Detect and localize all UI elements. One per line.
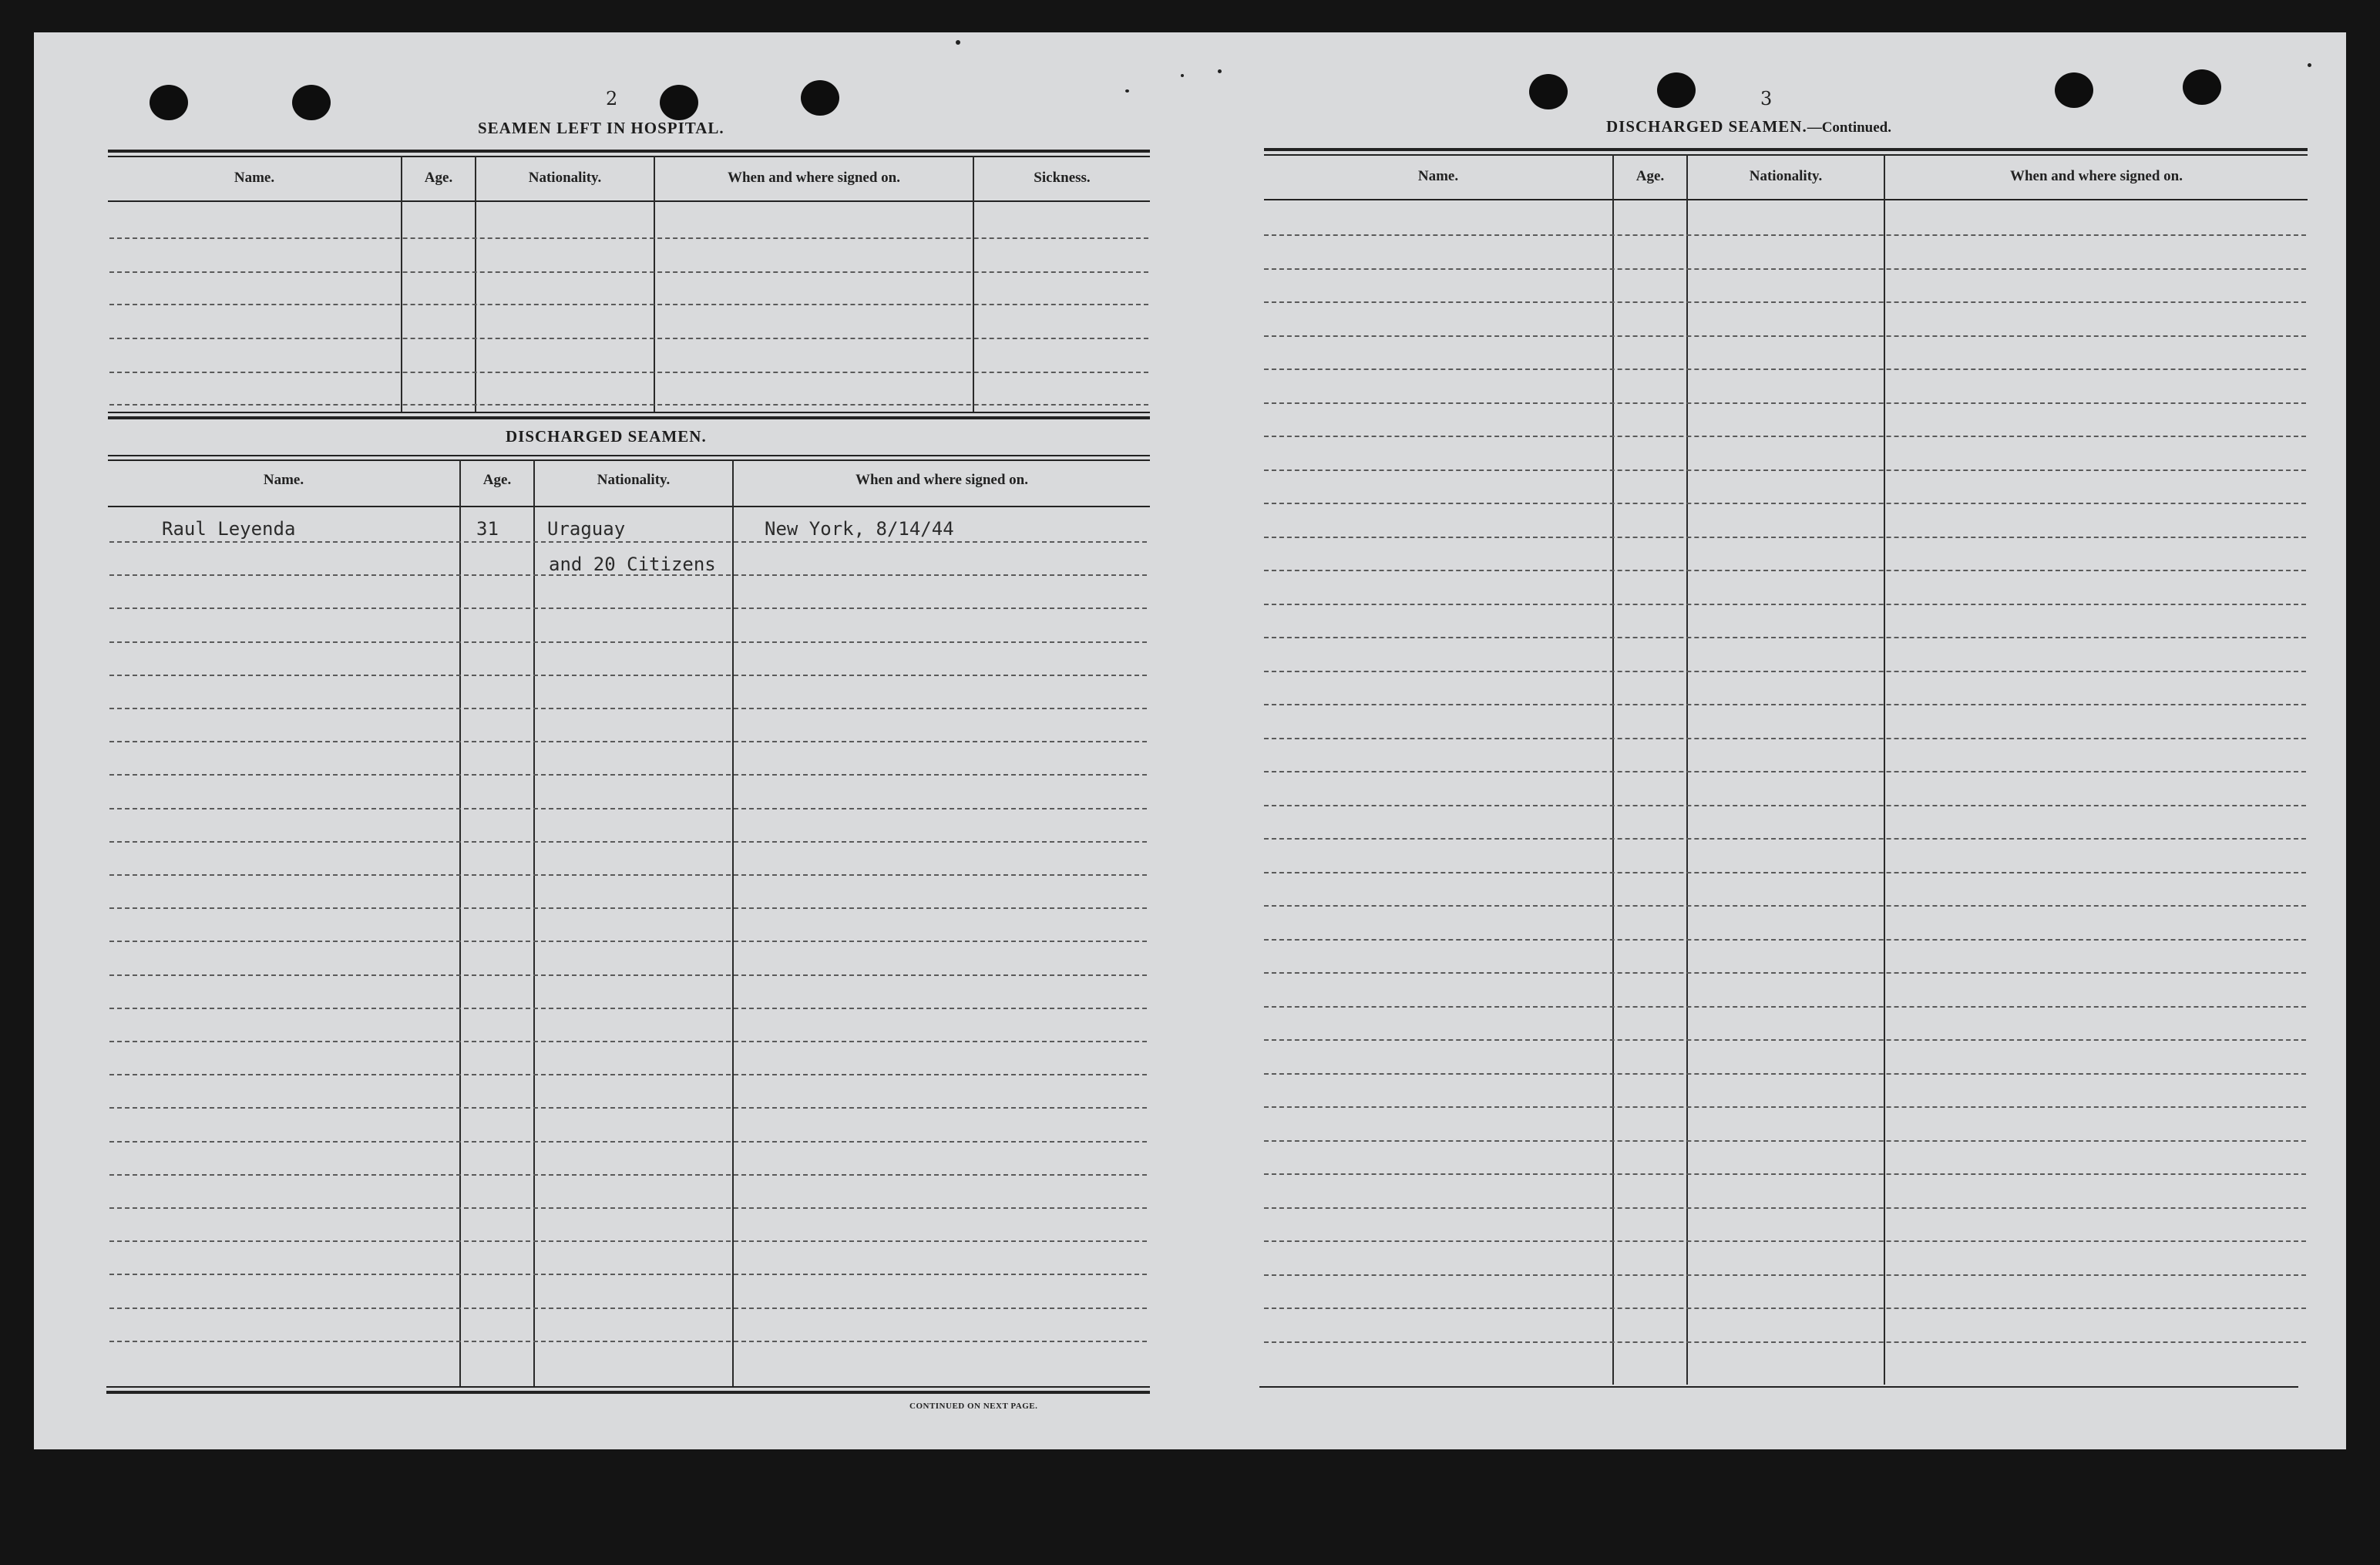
rule (106, 1391, 1150, 1394)
ruled-line (109, 708, 1147, 709)
ruled-line (109, 808, 1147, 809)
rule (1259, 1386, 2298, 1388)
ruled-line (1264, 771, 2306, 772)
rule (108, 156, 1150, 157)
ruled-line (1264, 972, 2306, 974)
ruled-line (109, 741, 1147, 742)
ruled-line (1264, 1308, 2306, 1309)
column-divider (459, 459, 461, 1386)
rule (108, 455, 1150, 456)
right-header-age: Age. (1635, 168, 1665, 184)
right-header-signed-on: When and where signed on. (2009, 168, 2183, 184)
rule (108, 200, 1150, 202)
ruled-line (1264, 570, 2306, 571)
ruled-line (1264, 503, 2306, 504)
punch-hole (1657, 72, 1696, 108)
rule (1264, 199, 2308, 200)
ruled-line (109, 841, 1147, 843)
punch-hole (2055, 72, 2093, 108)
column-divider (654, 156, 655, 412)
ruled-line (1264, 1207, 2306, 1209)
ruled-line (1264, 537, 2306, 538)
ink-speck (1125, 89, 1129, 93)
hospital-header-name: Name. (234, 170, 275, 186)
ruled-line (109, 1041, 1147, 1042)
ruled-line (109, 237, 1148, 239)
discharged-header-nationality: Nationality. (597, 472, 671, 488)
ruled-line (1264, 738, 2306, 739)
ruled-line (109, 907, 1147, 909)
ruled-line (109, 404, 1148, 406)
ruled-line (109, 607, 1147, 609)
rule (106, 1386, 1150, 1388)
ruled-line (1264, 671, 2306, 672)
column-divider (973, 156, 974, 412)
ruled-line (1264, 637, 2306, 638)
ruled-line (1264, 436, 2306, 437)
ruled-line (1264, 1106, 2306, 1108)
ruled-line (109, 338, 1148, 339)
seaman-nationality-note: and 20 Citizens (549, 554, 716, 575)
ink-speck (956, 40, 960, 45)
rule (1264, 154, 2308, 156)
hospital-header-nationality: Nationality. (528, 170, 602, 186)
seaman-name: Raul Leyenda (162, 518, 296, 540)
column-divider (1884, 154, 1885, 1385)
right-header-nationality: Nationality. (1749, 168, 1823, 184)
ink-speck (1181, 74, 1184, 77)
punch-hole (660, 85, 698, 120)
ruled-line (109, 874, 1147, 876)
rule (108, 412, 1150, 413)
ruled-line (109, 641, 1147, 643)
rule (108, 416, 1150, 419)
column-divider (1686, 154, 1688, 1385)
ruled-line (109, 304, 1148, 305)
right-header-name: Name. (1417, 168, 1459, 184)
column-divider (401, 156, 402, 412)
ruled-line (109, 1341, 1147, 1342)
ruled-line (1264, 234, 2306, 236)
ruled-line (1264, 1140, 2306, 1142)
ruled-line (1264, 1341, 2306, 1343)
hospital-header-signed-on: When and where signed on. (727, 170, 900, 186)
ruled-line (109, 1308, 1147, 1309)
ruled-line (1264, 470, 2306, 471)
document-sheet (34, 32, 2346, 1449)
ruled-line (109, 1008, 1147, 1009)
ruled-line (1264, 1274, 2306, 1276)
ruled-line (109, 541, 1147, 543)
ruled-line (1264, 905, 2306, 907)
ruled-line (1264, 1173, 2306, 1175)
punch-hole (801, 80, 839, 116)
ruled-line (1264, 805, 2306, 806)
ink-speck (2308, 63, 2311, 67)
punch-hole (2183, 69, 2221, 105)
seaman-signed-on: New York, 8/14/44 (765, 518, 954, 540)
ruled-line (109, 1274, 1147, 1275)
rule (108, 506, 1150, 507)
hospital-header-sickness: Sickness. (1034, 170, 1091, 186)
hospital-section-title: SEAMEN LEFT IN HOSPITAL. (478, 119, 724, 137)
ruled-line (109, 774, 1147, 776)
ruled-line (1264, 301, 2306, 303)
right-title-suffix: —Continued. (1807, 119, 1891, 136)
ruled-line (1264, 1006, 2306, 1008)
discharged-header-name: Name. (263, 472, 304, 488)
column-divider (533, 459, 535, 1386)
ink-speck (1218, 69, 1222, 73)
ruled-line (1264, 704, 2306, 705)
ruled-line (109, 675, 1147, 676)
ruled-line (109, 1207, 1147, 1209)
seaman-nationality: Uraguay (547, 518, 626, 540)
ruled-line (1264, 335, 2306, 337)
ruled-line (1264, 1240, 2306, 1242)
discharged-header-signed-on: When and where signed on. (855, 472, 1028, 488)
ruled-line (109, 574, 1147, 576)
ruled-line (1264, 939, 2306, 941)
ruled-line (109, 1240, 1147, 1242)
ruled-line (109, 1141, 1147, 1143)
ruled-line (1264, 402, 2306, 404)
ruled-line (1264, 369, 2306, 370)
page-number-right: 3 (1760, 88, 1773, 109)
continued-note: CONTINUED ON NEXT PAGE. (909, 1402, 1038, 1411)
ruled-line (1264, 1039, 2306, 1041)
ruled-line (1264, 604, 2306, 605)
discharged-section-title: DISCHARGED SEAMEN. (506, 427, 707, 446)
ruled-line (109, 941, 1147, 942)
column-divider (1612, 154, 1614, 1385)
ruled-line (1264, 872, 2306, 873)
seaman-age: 31 (476, 518, 499, 540)
right-title-main: DISCHARGED SEAMEN. (1606, 117, 1807, 136)
ruled-line (109, 1074, 1147, 1075)
punch-hole (150, 85, 188, 120)
column-divider (475, 156, 476, 412)
ruled-line (109, 1174, 1147, 1176)
punch-hole (292, 85, 331, 120)
ruled-line (109, 271, 1148, 273)
ruled-line (1264, 1073, 2306, 1075)
page-number-left: 2 (606, 88, 618, 109)
ruled-line (109, 974, 1147, 976)
ruled-line (1264, 838, 2306, 840)
ruled-line (109, 1107, 1147, 1109)
rule (108, 150, 1150, 153)
hospital-header-age: Age. (424, 170, 453, 186)
discharged-header-age: Age. (482, 472, 512, 488)
right-section-title (1606, 117, 1891, 136)
rule (108, 459, 1150, 461)
column-divider (732, 459, 734, 1386)
punch-hole (1529, 74, 1568, 109)
ruled-line (109, 372, 1148, 373)
ruled-line (1264, 268, 2306, 270)
rule (1264, 148, 2308, 151)
